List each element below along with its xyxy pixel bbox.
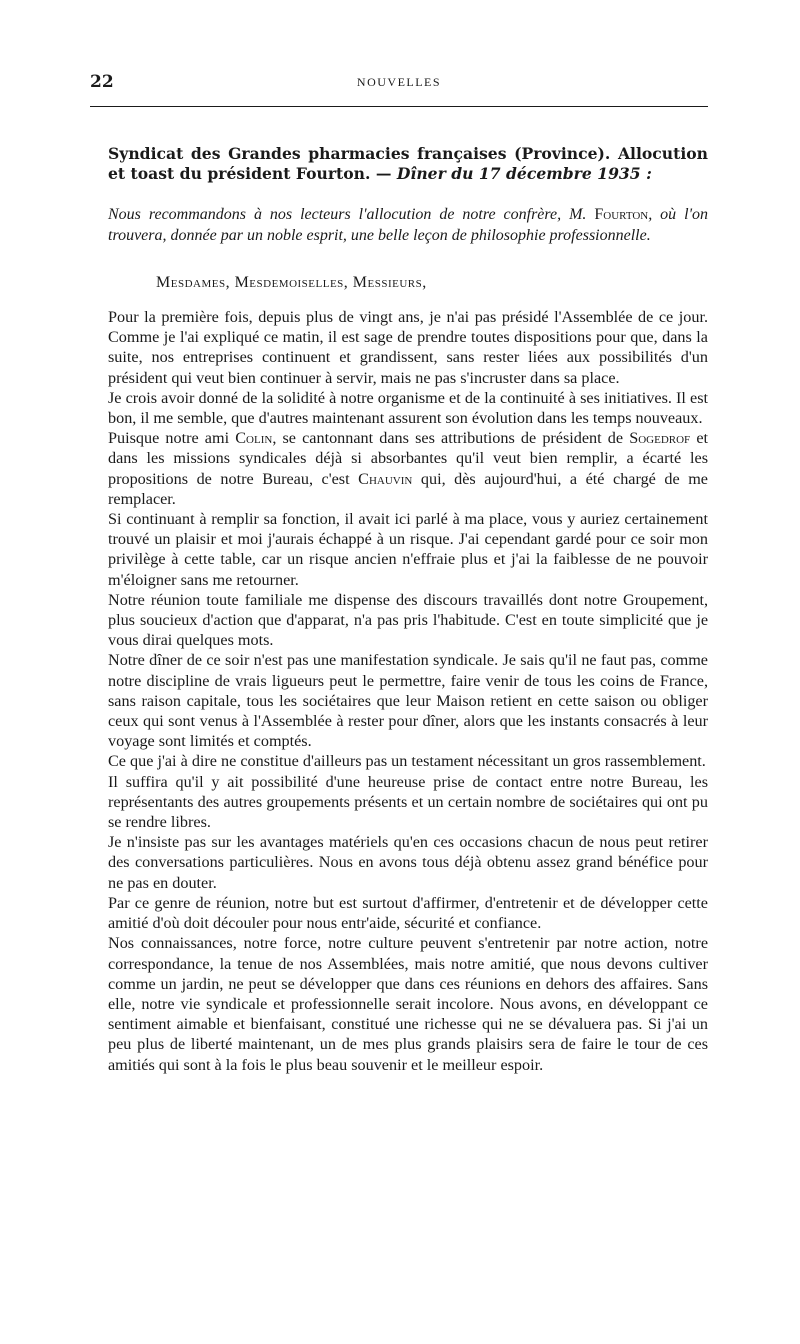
article-body [108, 144, 708, 1075]
article-title [108, 144, 708, 184]
intro-text: Nous recommandons à nos lecteurs l'allocution de notre confrère, M. [108, 206, 595, 223]
paragraph: Je n'insiste pas sur les avantages matériels qu'en ces occasions chacun de nous peut retirer des conversations particulières. Nous en avons tous déjà obtenu assez grand bénéfice pour ne pas en douter. [108, 833, 708, 892]
paragraph: Pour la première fois, depuis plus de vingt ans, je n'ai pas présidé l'Assemblée de ce jour. Comme je l'ai expliqué ce matin, il est sage de prendre toutes dispositions pour que, dans la suite, nos entreprises continuent et grandissent, sans rester liées aux possibilités d'un président qui veut bien continuer à servir, mais ne pas s'incruster dans sa place. [108, 308, 708, 387]
paragraph: Si continuant à remplir sa fonction, il avait ici parlé à ma place, vous y auriez certainement trouvé un plaisir et moi j'aurais échappé à un risque. J'ai cependant gardé pour ce soir mon privilège à cette table, car un risque ancien n'effraie plus et j'ai la faiblesse de ne pouvoir m'éloigner sans me retourner. [108, 510, 708, 589]
paragraph-text: qui, dès aujourd'hui, a été chargé de me remplacer. [108, 469, 708, 508]
page-number: 22 [90, 72, 114, 92]
title-date: Dîner du 17 décembre 1935 : [396, 164, 652, 183]
header-rule [90, 106, 708, 107]
running-head: NOUVELLES [356, 75, 442, 89]
title-main: Syndicat des Grandes pharmacies françaises (Province). Allocution et toast du président Fourton. — [108, 144, 708, 183]
page-header [90, 72, 708, 98]
name-sogedrof: Sogedrof [629, 429, 691, 448]
editorial-intro [108, 204, 708, 246]
paragraph: Ce que j'ai à dire ne constitue d'ailleurs pas un testament nécessitant un gros rassemblement. [108, 752, 706, 771]
intro-name: Fourton [594, 206, 649, 223]
paragraph-text: et dans les missions syndicales déjà si absorbantes qu'il veut bien remplir, a écarté les propositions de notre Bureau, c'est [108, 429, 708, 488]
paragraph: Notre réunion toute familiale me dispense des discours travaillés dont notre Groupement, plus soucieux d'action que d'apparat, n'a pas pris l'habitude. C'est en toute simplicité que je vous dirai quelques mots. [108, 590, 708, 650]
paragraph: Il suffira qu'il y ait possibilité d'une heureuse prise de contact entre notre Bureau, les représentants des autres groupements présents et un certain nombre de sociétaires qui ont pu se rendre libres. [108, 772, 708, 832]
paragraph [108, 428, 708, 509]
paragraph-text: , se cantonnant dans ses attributions de président de [272, 429, 630, 448]
paragraph: Par ce genre de réunion, notre but est surtout d'affirmer, d'entretenir et de développer cette amitié d'où doit découler pour nous entr'aide, sécurité et confiance. [108, 893, 708, 933]
paragraph-text: Puisque notre ami [108, 429, 236, 448]
intro-text-end: , où l'on trouvera, donnée par un noble esprit, une belle leçon de philosophie professionnelle. [108, 206, 708, 244]
paragraph: Notre dîner de ce soir n'est pas une manifestation syndicale. Je sais qu'il ne faut pas, comme notre discipline de vrais ligueurs peut le permettre, faire venir de tous les coins de France, sans raison capitale, tous les sociétaires que leur Maison retient en cette saison ou obliger ceux qui sont venus à l'Assemblée à rester pour dîner, alors que les instants consacrés à leur voyage sont limités et comptés. [108, 651, 708, 751]
paragraph: Je crois avoir donné de la solidité à notre organisme et de la continuité à ses initiatives. Il est bon, il me semble, que d'autres maintenant assurent son évolution dans les temps nouveaux. [108, 388, 708, 428]
speech-text [108, 307, 708, 1075]
name-chauvin: Chauvin [358, 469, 413, 488]
paragraph: Nos connaissances, notre force, notre culture peuvent s'entretenir par notre action, notre correspondance, la tenue de nos Assemblées, mais notre amitié, que nous devons cultiver comme un jardin, ne peut se développer que dans ces réunions en dehors des affaires. Sans elle, notre vie syndicale et professionnelle serait incolore. Nous avons, en développant ce sentiment aimable et bienfaisant, constitué une richesse qui ne se dévaluera pas. Si j'ai un peu plus de liberté maintenant, un de mes plus grands plaisirs sera de faire le tour de ces amitiés qui sont à la fois le plus beau souvenir et le meilleur espoir. [108, 934, 708, 1074]
name-colin: Colin [235, 429, 273, 448]
salutation: Mesdames, Mesdemoiselles, Messieurs, [156, 274, 427, 291]
